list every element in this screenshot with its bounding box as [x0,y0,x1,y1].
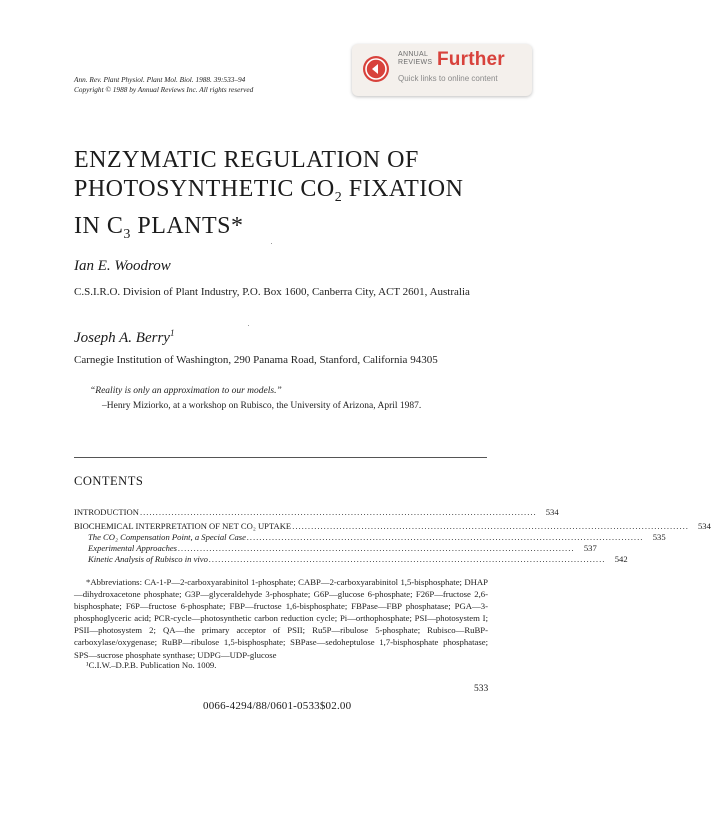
toc-subentry[interactable] [88,554,628,565]
title-line: PHOTOSYNTHETIC $CO_2$ FIXATION [74,175,464,205]
toc-leader: .............................................................................................................................. [139,507,537,517]
further-logo-icon [363,56,389,82]
toc-page: 537 [583,543,597,553]
contents-heading: CONTENTS [74,474,144,488]
toc-leader: .............................................................................................................................. [208,554,606,564]
abbreviations-footnote: *Abbreviations: CA-1-P—2-carboxyarabinitol 1-phosphate; CABP—2-carboxyarabinitol 1,5-bisphosphate; DHAP—dihydroxacetone phosphate; G3P—glyceraldehyde 3-phosphate; G6P—glucose 6-phosphate; F26P—fructose 2,6-bisphosphate; F6P—fructose 6-phosphate; FBP—fructose 1,6-bisphosphate; FBPase—FBP phosphatase; PGA—3-phosphoglyceric acid; PCR-cycle—photosynthetic carbon reduction cycle; Pi—orthophosphate; PSI—photosystem I; PSII—photosystem 2; QA—the primary acceptor of PSII; Ru5P—ribulose 5-phosphate; Rubisco—RuBP-carboxylase/oxygenase; RuBP—ribulose 1,5-bisphosphate; SBPase—sedoheptulose 1,7-bisphosphate phosphatase; SPS—sucrose phosphate synthase; UDPG—UDP-glucose [74,577,488,660]
toc-page: 534 [698,521,711,531]
epigraph-attribution: –Henry Miziorko, at a workshop on Rubisco, the University of Arizona, April 1987. [102,401,422,411]
toc-label: Experimental Approaches [88,543,178,553]
toc-label: The CO₂ Compensation Point, a Special Case [88,532,246,542]
toc-page: 535 [652,532,666,542]
annual-reviews-further-badge[interactable] [352,44,532,96]
toc-page: 542 [614,554,628,564]
author-affiliation: Carnegie Institution of Washington, 290 Panama Road, Stanford, California 94305 [74,354,438,366]
badge-subtitle: Quick links to online content [398,74,498,83]
section-divider [74,457,487,458]
toc-label: INTRODUCTION [74,507,139,517]
footnote-mark: 1 [169,328,175,338]
epigraph-quote: “Reality is only an approximation to our models.” [90,386,282,396]
toc-entry[interactable] [74,507,559,518]
toc-subentry[interactable] [88,543,597,554]
article-title [74,146,463,250]
badge-annual-reviews-text: ANNUAL REVIEWS [398,51,433,66]
price-code: 0066-4294/88/0601-0533$02.00 [203,700,352,712]
scan-speck [271,243,272,244]
title-line: ENZYMATIC REGULATION OF [74,147,419,173]
publication-footnote: ¹C.I.W.–D.P.B. Publication No. 1009. [86,660,217,670]
page-number: 533 [474,684,489,694]
toc-subentry[interactable] [88,532,666,543]
toc-page: 534 [545,507,559,517]
copyright-line: Copyright © 1988 by Annual Reviews Inc. All rights reserved [74,85,254,94]
badge-further-text: Further [437,49,505,70]
toc-entry[interactable] [74,521,711,532]
toc-leader: .............................................................................................................................. [292,521,689,531]
author-name: Ian E. Woodrow [74,258,171,274]
journal-citation: Ann. Rev. Plant Physiol. Plant Mol. Biol. 1988. 39:533–94 [74,75,246,84]
toc-leader: .............................................................................................................................. [178,543,575,553]
title-line: IN $C_3$ PLANTS* [74,213,244,242]
author-affiliation: C.S.I.R.O. Division of Plant Industry, P.O. Box 1600, Canberra City, ACT 2601, Australia [74,286,470,298]
author-name: Joseph A. Berry$^1$ [74,328,175,346]
scan-speck [248,325,249,326]
toc-leader: .............................................................................................................................. [246,532,644,542]
toc-label: BIOCHEMICAL INTERPRETATION OF NET CO₂ UPTAKE [74,521,292,531]
toc-label: Kinetic Analysis of Rubisco in vivo [88,554,208,564]
